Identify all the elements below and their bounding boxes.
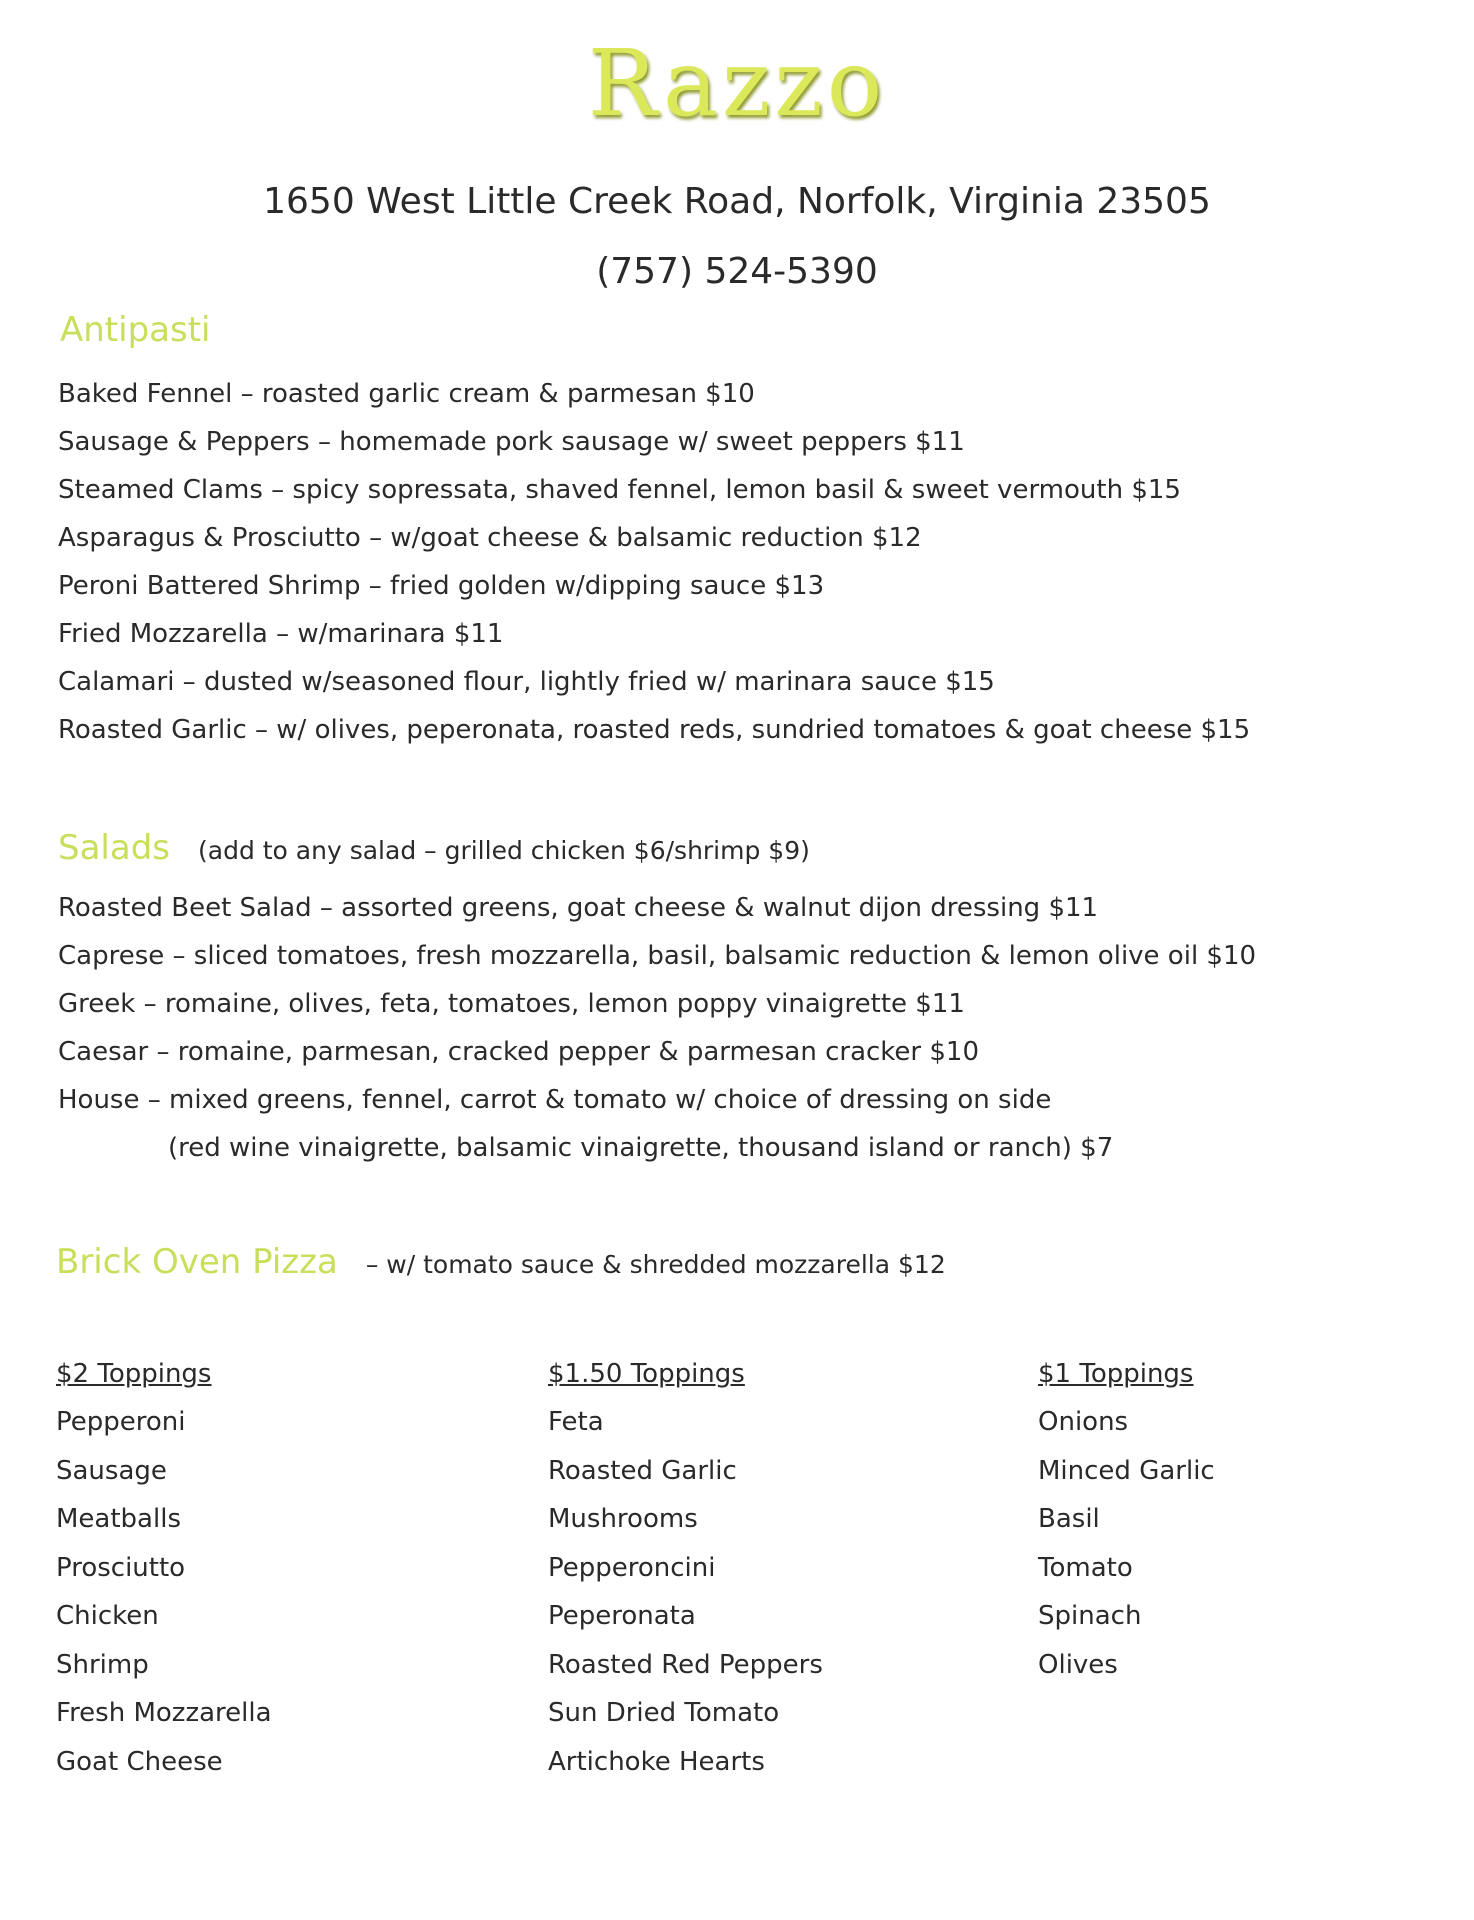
topping-item: Meatballs xyxy=(56,1504,181,1534)
topping-item: Spinach xyxy=(1038,1601,1142,1631)
antipasti-title: Antipasti xyxy=(60,310,211,350)
salads-list xyxy=(58,884,1256,1172)
menu-item: Fried Mozzarella – w/marinara $11 xyxy=(58,619,504,649)
menu-item: Sausage & Peppers – homemade pork sausage w/ sweet peppers $11 xyxy=(58,427,965,457)
topping-item: Sun Dried Tomato xyxy=(548,1698,780,1728)
topping-item: Pepperoncini xyxy=(548,1552,716,1583)
salads-title: Salads xyxy=(58,828,170,868)
pizza-note: – w/ tomato sauce & shredded mozzarella $12 xyxy=(365,1250,946,1279)
menu-item: Roasted Beet Salad – assorted greens, goat cheese & walnut dijon dressing $11 xyxy=(58,893,1099,923)
topping-item: Peperonata xyxy=(548,1601,696,1631)
topping-item: Minced Garlic xyxy=(1038,1455,1215,1486)
topping-item: Sausage xyxy=(56,1455,167,1486)
menu-item: Baked Fennel – roasted garlic cream & parmesan $10 xyxy=(58,379,755,409)
salads-heading xyxy=(58,828,810,868)
toppings-column-1-50 xyxy=(548,1350,968,1786)
toppings-heading: $2 Toppings xyxy=(56,1359,212,1389)
topping-item: Olives xyxy=(1038,1649,1118,1680)
toppings-list xyxy=(56,1398,476,1786)
menu-item-continuation: (red wine vinaigrette, balsamic vinaigrette, thousand island or ranch) $7 xyxy=(168,1133,1114,1163)
topping-item: Goat Cheese xyxy=(56,1746,223,1777)
topping-item: Prosciutto xyxy=(56,1552,186,1583)
menu-item: Asparagus & Prosciutto – w/goat cheese & balsamic reduction $12 xyxy=(58,523,922,553)
menu-item: House – mixed greens, fennel, carrot & tomato w/ choice of dressing on side xyxy=(58,1085,1052,1115)
topping-item: Tomato xyxy=(1038,1552,1133,1583)
restaurant-logo: Razzo xyxy=(587,30,887,137)
topping-item: Basil xyxy=(1038,1504,1100,1534)
topping-item: Artichoke Hearts xyxy=(548,1746,765,1777)
antipasti-list xyxy=(58,370,1250,754)
toppings-heading: $1 Toppings xyxy=(1038,1359,1194,1389)
restaurant-address: 1650 West Little Creek Road, Norfolk, Virginia 23505 xyxy=(263,181,1211,222)
menu-item: Roasted Garlic – w/ olives, peperonata, roasted reds, sundried tomatoes & goat cheese $15 xyxy=(58,715,1251,745)
toppings-list xyxy=(548,1398,968,1786)
toppings-column-2 xyxy=(56,1350,476,1786)
restaurant-phone: (757) 524-5390 xyxy=(596,251,878,292)
pizza-title: Brick Oven Pizza xyxy=(56,1242,338,1282)
topping-item: Feta xyxy=(548,1407,604,1437)
topping-item: Mushrooms xyxy=(548,1504,698,1534)
topping-item: Chicken xyxy=(56,1601,159,1631)
menu-item: Caprese – sliced tomatoes, fresh mozzarella, basil, balsamic reduction & lemon olive oil $10 xyxy=(58,941,1257,971)
topping-item: Shrimp xyxy=(56,1649,149,1680)
toppings-column-1 xyxy=(1038,1350,1458,1689)
pizza-heading xyxy=(56,1242,946,1282)
toppings-list xyxy=(1038,1398,1458,1689)
menu-item: Caesar – romaine, parmesan, cracked pepper & parmesan cracker $10 xyxy=(58,1037,980,1067)
topping-item: Roasted Garlic xyxy=(548,1455,737,1486)
menu-item: Steamed Clams – spicy sopressata, shaved fennel, lemon basil & sweet vermouth $15 xyxy=(58,475,1181,505)
topping-item: Pepperoni xyxy=(56,1407,186,1437)
topping-item: Roasted Red Peppers xyxy=(548,1649,823,1680)
menu-item: Peroni Battered Shrimp – fried golden w/dipping sauce $13 xyxy=(58,571,825,601)
antipasti-heading xyxy=(60,310,211,350)
menu-item: Calamari – dusted w/seasoned flour, lightly fried w/ marinara sauce $15 xyxy=(58,667,995,697)
salads-note: (add to any salad – grilled chicken $6/shrimp $9) xyxy=(198,836,810,865)
topping-item: Onions xyxy=(1038,1407,1129,1437)
toppings-heading: $1.50 Toppings xyxy=(548,1359,745,1389)
menu-item: Greek – romaine, olives, feta, tomatoes, lemon poppy vinaigrette $11 xyxy=(58,989,965,1019)
topping-item: Fresh Mozzarella xyxy=(56,1698,272,1728)
